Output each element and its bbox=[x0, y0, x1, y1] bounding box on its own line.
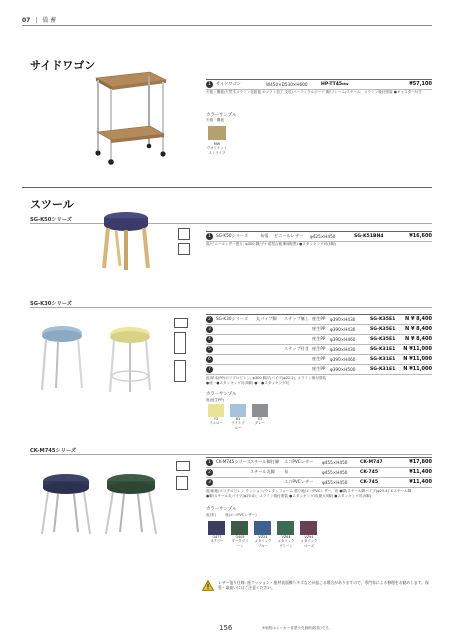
step-type: ステップ無し bbox=[284, 316, 310, 321]
k50-series-title: SG-K50シリーズ bbox=[30, 217, 72, 223]
seat-type: 座生PP bbox=[312, 366, 326, 371]
page-number: 156 bbox=[219, 624, 233, 632]
swatch-name: ダークグリーン bbox=[231, 539, 249, 548]
swatch-color bbox=[252, 404, 268, 417]
price: ¥17,800 bbox=[409, 459, 432, 465]
k30-spec-row bbox=[206, 364, 432, 374]
k30-spec-row bbox=[206, 314, 432, 324]
ck-stool-navy-image bbox=[36, 472, 96, 536]
product-code: CK-745 bbox=[360, 479, 379, 485]
ck-spec-row bbox=[206, 467, 432, 477]
wagon-color-sample-label: カラーサンプル bbox=[206, 113, 237, 118]
seat-type: 座生PP bbox=[312, 346, 326, 351]
swatch-code: VZ24 bbox=[258, 535, 268, 539]
wagon-image bbox=[88, 68, 170, 166]
stool-section-title: スツール bbox=[30, 198, 74, 211]
page-number-label: 07 bbox=[22, 17, 31, 24]
swatch-name-1: ウオリナット bbox=[206, 146, 228, 151]
swatch-color bbox=[231, 521, 248, 535]
k30-spec-row bbox=[206, 344, 432, 354]
item-number-badge: 5 bbox=[206, 346, 213, 353]
product-name: SG-K30シリーズ bbox=[216, 316, 249, 321]
price: ¥57,100 bbox=[409, 81, 432, 87]
ck-swatch bbox=[208, 521, 226, 548]
ck-note-2: ●脚/スチール丸パイプ(φ25.4)、メラミン焼付塗装 ●スタッキング可(最大5脚) ●スタッキング可(5脚) bbox=[206, 494, 372, 498]
seat-type: 座生PP bbox=[312, 356, 326, 361]
item-number-badge: 2 bbox=[206, 469, 213, 476]
wagon-wood-swatch bbox=[208, 126, 226, 140]
item-number-badge: 4 bbox=[206, 336, 213, 343]
wagon-section-title: サイドワゴン bbox=[30, 59, 96, 72]
k50-spec-table bbox=[206, 231, 432, 261]
ck-color-sample-label: カラーサンプル bbox=[206, 507, 237, 512]
item-number-badge: 1 bbox=[206, 459, 213, 466]
item-number-badge: 2 bbox=[206, 316, 213, 323]
wagon-swatch-label bbox=[202, 142, 232, 155]
dimensions: φ390×H500 bbox=[330, 366, 356, 372]
product-name: サイドワゴン bbox=[216, 81, 241, 86]
ck-swatch bbox=[300, 521, 318, 548]
ck-color-sample-sub: 座(布) 座(エコPVCレザー) bbox=[206, 513, 257, 517]
wagon-color-sample-sub: 天板・棚板 bbox=[206, 118, 224, 122]
price: N ¥ 8,400 bbox=[405, 326, 432, 332]
dimensions: φ455×H450 bbox=[322, 479, 348, 485]
swatch-code: Y2 bbox=[213, 417, 219, 421]
k30-note-1: 座/単本(PP)ポリプロピレン, φ300 脚/丸パイプ(φ22.2), メラミン焼付塗装 bbox=[206, 376, 327, 380]
cover-material: エコPVCレザー bbox=[284, 479, 314, 484]
item-number-badge: 3 bbox=[206, 479, 213, 486]
product-name: SG-K50シリーズ bbox=[216, 233, 249, 238]
swatch-code: E3 bbox=[257, 417, 263, 421]
ck-series-rule bbox=[30, 454, 432, 455]
swatch-color bbox=[254, 521, 271, 535]
dimensions: W450×D530×H600 bbox=[266, 81, 308, 87]
price: N ¥ 8,400 bbox=[405, 336, 432, 342]
dimensions: φ390×H460 bbox=[330, 336, 356, 342]
swatch-name: ライトブルー bbox=[231, 421, 245, 430]
product-code: SG-K35E1 bbox=[370, 326, 396, 332]
swatch-code: MW bbox=[213, 142, 221, 146]
dimensions: φ455×H450 bbox=[322, 469, 348, 475]
dimensions: φ455×H450 bbox=[322, 459, 348, 465]
item-number-badge: 3 bbox=[206, 326, 213, 333]
swatch-color bbox=[208, 404, 224, 417]
k50-stool-image bbox=[96, 208, 158, 272]
dimensions: φ425×H450 bbox=[310, 233, 336, 239]
warning-icon bbox=[202, 580, 214, 591]
k50-series-rule bbox=[30, 223, 432, 224]
swatch-code: G477 bbox=[212, 535, 222, 539]
k30-swatch-grey bbox=[252, 404, 268, 430]
ck-swatch bbox=[231, 521, 249, 548]
k30-dim-1 bbox=[174, 318, 188, 328]
swatch-code: G405 bbox=[235, 535, 245, 539]
section-divider bbox=[22, 187, 432, 188]
seat-type: 座生PP bbox=[312, 336, 326, 341]
swatch-code: VZ64 bbox=[281, 535, 291, 539]
dimensions: φ390×H430 bbox=[330, 316, 356, 322]
ck-stool-green-image bbox=[100, 472, 162, 536]
swatch-name: グレー bbox=[254, 421, 266, 426]
dimensions: φ390×H430 bbox=[330, 346, 356, 352]
cover-material: エコPVCレザー bbox=[284, 459, 314, 464]
ck-swatch bbox=[254, 521, 272, 548]
ck-dim-top bbox=[176, 461, 190, 471]
ck-swatch bbox=[277, 521, 295, 548]
k50-spec-row bbox=[206, 231, 432, 241]
k30-series-rule bbox=[30, 307, 432, 308]
price-note: ※価格はメーカー希望小売価格(税抜)です。 bbox=[262, 626, 333, 630]
swatch-code: VZ94 bbox=[304, 535, 314, 539]
price: N ¥ 8,400 bbox=[405, 316, 432, 322]
k50-dim-side bbox=[178, 243, 190, 255]
ck-series-title: CK-M745シリーズ bbox=[30, 448, 77, 454]
price: N ¥11,000 bbox=[403, 346, 432, 352]
k50-note: 座/ビニールレザー張り, φ300 脚/ブナ成型合板 脚/積(黒) ●スタッキング可(5脚) bbox=[206, 242, 336, 246]
wagon-note: 天板・棚板/天然木メラミン化粧板 ①ソフト加工 支柱/パーティクルボード 脚/フレーム/スチール、メラミン焼付塗装 ●キャスター付き bbox=[206, 90, 423, 94]
item-number-badge: 7 bbox=[206, 366, 213, 373]
item-number-badge: 1 bbox=[206, 81, 213, 88]
item-number-badge: 1 bbox=[206, 233, 213, 240]
product-code: SG-K35E1 bbox=[370, 336, 396, 342]
k30-stool-blue-image bbox=[36, 324, 92, 392]
k30-stool-yellow-image bbox=[102, 326, 160, 394]
ck-spec-row bbox=[206, 457, 432, 467]
ck-dim-side bbox=[176, 476, 188, 490]
wagon-spec-row bbox=[206, 79, 432, 89]
product-code: SG-K31E1 bbox=[370, 366, 396, 372]
product-code: SG-K31E1 bbox=[370, 356, 396, 362]
price: ¥11,400 bbox=[409, 469, 432, 475]
k30-color-sample-label: カラーサンプル bbox=[206, 392, 237, 397]
price: N ¥11,000 bbox=[403, 356, 432, 362]
product-code: CK-745 bbox=[360, 469, 379, 475]
swatch-name: メタリックブルー bbox=[254, 539, 272, 548]
swatch-color bbox=[300, 521, 317, 535]
dimensions: φ390×H430 bbox=[330, 326, 356, 332]
price: N ¥11,000 bbox=[403, 366, 432, 372]
step-type: ステップ付き bbox=[284, 346, 310, 351]
k30-series-title: SG-K30シリーズ bbox=[30, 301, 72, 307]
swatch-name: ネイビー bbox=[210, 539, 224, 544]
wagon-spec-table bbox=[206, 79, 432, 139]
swatch-color bbox=[208, 521, 225, 535]
swatch-name-2: ストライプ bbox=[208, 150, 226, 155]
k30-spec-row bbox=[206, 334, 432, 344]
k50-dim-top bbox=[178, 228, 190, 240]
price: ¥11,400 bbox=[409, 479, 432, 485]
header-separator: | bbox=[35, 17, 38, 24]
price: ¥16,600 bbox=[409, 233, 432, 239]
swatch-name: イエロー bbox=[209, 421, 223, 426]
seat-type: 座生PP bbox=[312, 316, 326, 321]
swatch-code: B1 bbox=[235, 417, 241, 421]
swatch-name: メタリックローズ bbox=[300, 539, 318, 548]
warning-text: レザー張り仕様: 座クッション・座材表面擦りキズなどが起こる場合がありますので、専門家による修理をお勧めします。保管・取扱いにはご注意ください。 bbox=[218, 580, 429, 591]
page-header bbox=[22, 15, 56, 24]
product-code: SG-K31E1 bbox=[370, 346, 396, 352]
leg-type: スチール丸脚 bbox=[250, 469, 275, 474]
k30-dim-3 bbox=[174, 360, 186, 382]
k30-color-sample-sub: 座(座生PP) bbox=[206, 398, 224, 402]
cover-material: ビニールレザー bbox=[274, 233, 304, 238]
ck-note-1: 座/座地/ポリプロピレン クッション/ウレタンフォーム 張り地/エコPVCレザー、布 ●脚/スチール脚パイプ(φ25.4) ①スチール脚 bbox=[206, 489, 412, 493]
seat-type: 座生PP bbox=[312, 326, 326, 331]
leg-type: スチール脚打脚 bbox=[250, 459, 280, 464]
product-code: HP-TT45 bbox=[321, 81, 343, 87]
product-code-suffix: MW bbox=[342, 82, 349, 86]
section-label: 備 蓄 bbox=[42, 17, 57, 24]
product-code: SG-K35E1 bbox=[370, 316, 396, 322]
material: 布張 bbox=[260, 233, 269, 238]
k30-swatch-yellow bbox=[208, 404, 224, 430]
footer-warning bbox=[202, 580, 432, 591]
leg-type: 丸パイプ脚 bbox=[256, 316, 277, 321]
k30-spec-row bbox=[206, 324, 432, 334]
dimensions: φ390×H460 bbox=[330, 356, 356, 362]
item-number-badge: 6 bbox=[206, 356, 213, 363]
k30-swatch-row bbox=[208, 404, 268, 430]
swatch-name: メタリックグリーン bbox=[277, 539, 295, 548]
k30-swatch-blue bbox=[230, 404, 246, 430]
k30-spec-row bbox=[206, 354, 432, 364]
product-code: CK-M747 bbox=[360, 459, 383, 465]
ck-spec-row bbox=[206, 477, 432, 487]
product-code: SG-K51BN4 bbox=[354, 233, 384, 239]
header-rule bbox=[22, 25, 432, 26]
swatch-color bbox=[230, 404, 246, 417]
swatch-color bbox=[277, 521, 294, 535]
cover-material: 布 bbox=[284, 469, 289, 474]
product-name: CK-M745シリーズ bbox=[216, 459, 251, 464]
k30-dim-2 bbox=[174, 332, 186, 354]
k30-note-2: ●座一●スタッキング可(5脚) ●一●スタッキング可 bbox=[206, 381, 290, 385]
ck-swatch-row bbox=[208, 521, 318, 548]
